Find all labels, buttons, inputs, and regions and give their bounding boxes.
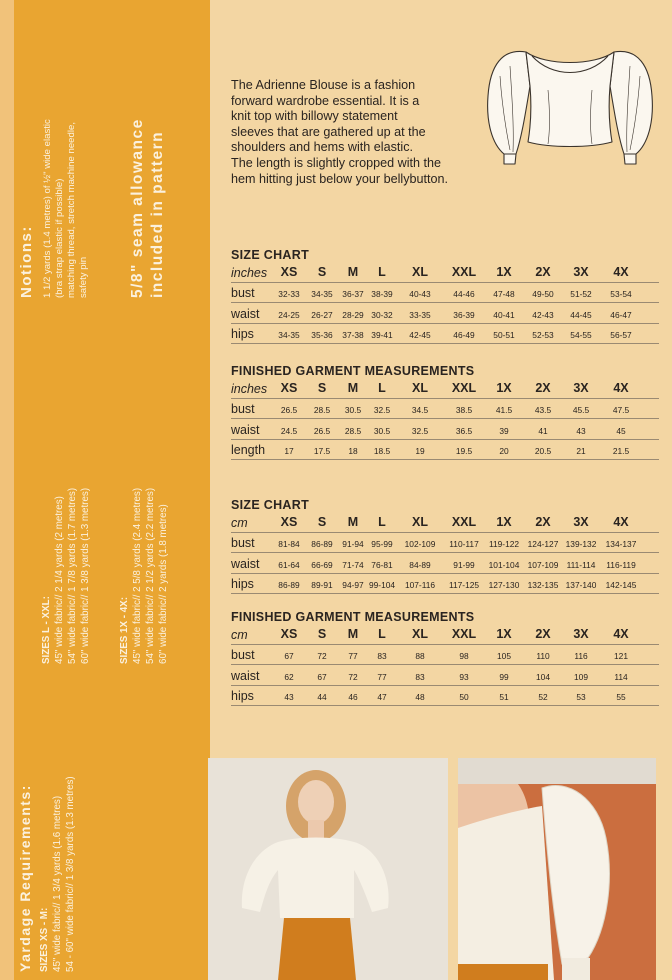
- row-label: waist: [231, 422, 260, 437]
- table-cell: 36-39: [453, 309, 475, 320]
- size-chart-cm: [231, 498, 659, 594]
- table-row: [231, 324, 659, 345]
- yardage-line: 45" wide fabric// 1 3/4 yards (1.6 metres): [52, 795, 63, 972]
- table-cell: 51: [499, 692, 509, 702]
- unit-label: cm: [231, 627, 248, 642]
- size-header: 1X: [496, 626, 512, 641]
- table-cell: 139-132: [565, 539, 597, 549]
- table-cell: 39: [499, 425, 509, 436]
- table-cell: 98: [459, 651, 469, 661]
- table-header-row: [231, 512, 659, 533]
- table-cell: 134-137: [605, 539, 637, 549]
- table-cell: 105: [497, 651, 511, 661]
- notions-section: [16, 119, 90, 298]
- size-header: S: [317, 514, 327, 529]
- table-cell: 44: [317, 692, 327, 702]
- row-label: waist: [231, 668, 260, 683]
- sizes-l-xxl-section: [40, 488, 92, 664]
- table-cell: 102-109: [404, 539, 436, 549]
- table-cell: 119-122: [488, 539, 520, 549]
- table-cell: 36.5: [455, 425, 473, 436]
- row-label: bust: [231, 286, 255, 300]
- table-row: [231, 553, 659, 574]
- unit-label: inches: [231, 381, 268, 396]
- size-header: L: [378, 514, 386, 529]
- size-header: S: [317, 380, 327, 395]
- table-cell: 117-125: [448, 580, 480, 590]
- unit-label: cm: [231, 515, 248, 530]
- table-cell: 30.5: [344, 405, 362, 415]
- size-header: S: [317, 264, 327, 279]
- table-cell: 47: [377, 692, 387, 702]
- size-header: 4X: [613, 626, 629, 641]
- size-header: 2X: [535, 626, 551, 641]
- table-cell: 41.5: [495, 405, 513, 415]
- table-cell: 76-81: [371, 559, 393, 570]
- table-title: SIZE CHART: [231, 248, 309, 262]
- table-cell: 41: [538, 425, 548, 436]
- size-header: XXL: [451, 514, 477, 529]
- size-header: M: [347, 626, 359, 641]
- table-title: FINISHED GARMENT MEASUREMENTS: [231, 610, 475, 624]
- table-cell: 21: [576, 446, 586, 456]
- table-cell: 21.5: [612, 446, 630, 456]
- table-cell: 30-32: [371, 309, 393, 320]
- table-cell: 43: [576, 425, 586, 436]
- table-cell: 99-104: [368, 580, 396, 590]
- yardage-line: 45" wide fabric// 2 1/4 yards (2 metres): [54, 496, 65, 664]
- size-header: 3X: [573, 626, 589, 641]
- table-cell: 101-104: [488, 559, 520, 570]
- size-header: XL: [412, 626, 428, 641]
- size-header: L: [378, 626, 386, 641]
- table-row: [231, 686, 659, 707]
- size-header: XS: [280, 514, 298, 529]
- size-header: XXL: [451, 626, 477, 641]
- yardage-section: [14, 776, 77, 972]
- table-cell: 34.5: [411, 405, 429, 415]
- table-cell: 91-94: [342, 539, 364, 549]
- table-cell: 17: [284, 446, 294, 456]
- table-cell: 51-52: [570, 289, 592, 299]
- description-line: shoulders and hems with elastic.: [231, 140, 414, 155]
- table-cell: 132-135: [527, 580, 559, 590]
- table-cell: 52-53: [532, 330, 554, 340]
- description-line: hem hitting just below your bellybutton.: [231, 171, 449, 186]
- table-cell: 28-29: [342, 309, 364, 320]
- table-cell: 83: [415, 671, 425, 682]
- table-header-row: [231, 378, 659, 399]
- table-cell: 32-33: [278, 289, 300, 299]
- finished-measurements-inches: [231, 364, 659, 460]
- table-header-row: [231, 624, 659, 645]
- table-cell: 77: [348, 651, 358, 661]
- yardage-line: 54" wide fabric// 2 1/2 yards (2.2 metres): [145, 487, 156, 664]
- table-cell: 107-116: [404, 580, 436, 590]
- blouse-illustration: [482, 26, 658, 178]
- table-cell: 86-89: [278, 580, 300, 590]
- row-label: bust: [231, 648, 255, 662]
- table-cell: 66-69: [311, 559, 333, 570]
- table-cell: 124-127: [527, 539, 559, 549]
- size-header: S: [317, 626, 327, 641]
- yardage-line: 60" wide fabric// 2 yards (1.8 metres): [158, 504, 169, 664]
- sizes-1x-4x-section: [118, 488, 170, 664]
- unit-label: inches: [231, 265, 268, 280]
- table-row: [231, 665, 659, 686]
- size-header: 2X: [535, 514, 551, 529]
- table-cell: 137-140: [565, 580, 597, 590]
- table-cell: 116: [574, 651, 588, 661]
- size-header: XS: [280, 380, 298, 395]
- table-cell: 53: [576, 692, 586, 702]
- yardage-line: 45" wide fabric// 2 5/8 yards (2.4 metres): [132, 487, 143, 664]
- table-cell: 26.5: [313, 425, 331, 436]
- size-chart-inches: [231, 248, 659, 344]
- table-cell: 38.5: [455, 405, 473, 415]
- description-line: forward wardrobe essential. It is a: [231, 93, 420, 108]
- table-cell: 67: [284, 651, 294, 661]
- table-cell: 28.5: [313, 405, 331, 415]
- row-label: hips: [231, 327, 254, 341]
- table-cell: 84-89: [409, 559, 431, 570]
- table-cell: 53-54: [610, 289, 632, 299]
- table-cell: 89-91: [311, 580, 333, 590]
- table-cell: 39-41: [371, 330, 393, 340]
- table-cell: 24.5: [280, 425, 298, 436]
- description-line: The length is slightly cropped with the: [231, 155, 442, 170]
- table-cell: 47-48: [493, 289, 515, 299]
- size-header: 4X: [613, 264, 629, 279]
- table-row: [231, 419, 659, 440]
- table-cell: 111-114: [566, 559, 596, 570]
- table-cell: 44-45: [570, 309, 592, 320]
- table-cell: 36-37: [342, 289, 364, 299]
- yardage-line: 54" wide fabric// 1 7/8 yards (1.7 metres): [67, 487, 78, 664]
- sizes-xs-m-title: SIZES XS - M:: [39, 907, 50, 972]
- table-cell: 32.5: [373, 405, 391, 415]
- description-line: The Adrienne Blouse is a fashion: [231, 78, 416, 92]
- table-cell: 38-39: [371, 289, 393, 299]
- table-header-row: [231, 262, 659, 283]
- table-cell: 72: [317, 651, 327, 661]
- size-header: 2X: [535, 264, 551, 279]
- table-cell: 26.5: [280, 405, 298, 415]
- size-header: XL: [412, 380, 428, 395]
- notions-line: 1 1/2 yards (1.4 metres) of ½" wide elastic: [42, 119, 53, 298]
- table-cell: 48: [415, 692, 425, 702]
- size-header: 3X: [573, 514, 589, 529]
- table-cell: 104: [536, 671, 550, 682]
- size-header: XL: [412, 514, 428, 529]
- table-cell: 46-49: [453, 330, 475, 340]
- row-label: waist: [231, 556, 260, 571]
- table-cell: 44-46: [453, 289, 475, 299]
- table-cell: 26-27: [311, 309, 333, 320]
- table-cell: 34-35: [311, 289, 333, 299]
- table-cell: 35-36: [311, 330, 333, 340]
- description-line: sleeves that are gathered up at the: [231, 124, 426, 139]
- model-photo-front: [208, 758, 448, 980]
- table-cell: 49-50: [532, 289, 554, 299]
- table-cell: 116-119: [606, 559, 636, 570]
- table-cell: 109: [574, 671, 588, 682]
- row-label: bust: [231, 402, 255, 416]
- table-cell: 28.5: [344, 425, 362, 436]
- table-cell: 34-35: [278, 330, 300, 340]
- row-label: hips: [231, 689, 254, 703]
- table-cell: 18.5: [373, 446, 391, 456]
- row-label: bust: [231, 536, 255, 550]
- table-cell: 110: [536, 651, 550, 661]
- table-cell: 121: [614, 651, 628, 661]
- table-title: SIZE CHART: [231, 498, 309, 512]
- notions-title: Notions:: [18, 225, 35, 298]
- table-row: [231, 283, 659, 304]
- table-cell: 110-117: [449, 539, 479, 549]
- table-cell: 99: [499, 671, 509, 682]
- table-cell: 30.5: [373, 425, 391, 436]
- size-header: M: [347, 380, 359, 395]
- table-cell: 95-99: [371, 539, 393, 549]
- size-header: XS: [280, 264, 298, 279]
- table-cell: 43.5: [534, 405, 552, 415]
- notions-line: (bra strap elastic if possible): [54, 178, 65, 298]
- table-cell: 52: [538, 692, 548, 702]
- size-header: XXL: [451, 264, 477, 279]
- table-cell: 20: [499, 446, 509, 456]
- size-header: 3X: [573, 380, 589, 395]
- row-label: hips: [231, 577, 254, 591]
- table-cell: 33-35: [409, 309, 431, 320]
- table-cell: 88: [415, 651, 425, 661]
- yardage-line: 54 - 60" wide fabric// 1 3/8 yards (1.3 metres): [65, 776, 76, 972]
- table-cell: 72: [348, 671, 358, 682]
- table-cell: 37-38: [342, 330, 364, 340]
- table-cell: 142-145: [605, 580, 637, 590]
- table-row: [231, 533, 659, 554]
- size-header: XL: [412, 264, 428, 279]
- table-row: [231, 303, 659, 324]
- table-title: FINISHED GARMENT MEASUREMENTS: [231, 364, 475, 378]
- size-header: 4X: [613, 380, 629, 395]
- size-header: 1X: [496, 514, 512, 529]
- table-cell: 46: [348, 692, 358, 702]
- seam-line: included in pattern: [149, 130, 166, 298]
- size-header: L: [378, 264, 386, 279]
- notions-line: safety pin: [78, 256, 89, 298]
- table-cell: 18: [348, 446, 358, 456]
- table-cell: 56-57: [610, 330, 632, 340]
- table-cell: 20.5: [534, 446, 552, 456]
- table-cell: 86-89: [311, 539, 333, 549]
- table-row: [231, 645, 659, 666]
- size-header: M: [347, 514, 359, 529]
- table-cell: 55: [616, 692, 626, 702]
- table-cell: 93: [459, 671, 469, 682]
- table-cell: 47.5: [612, 405, 630, 415]
- notions-line: matching thread, stretch machine needle,: [66, 122, 77, 298]
- table-cell: 81-84: [278, 539, 300, 549]
- size-header: XXL: [451, 380, 477, 395]
- size-header: 1X: [496, 264, 512, 279]
- seam-line: 5/8" seam allowance: [129, 118, 146, 298]
- model-photo-back: [458, 758, 656, 980]
- table-cell: 40-43: [409, 289, 431, 299]
- table-cell: 17.5: [313, 446, 331, 456]
- table-cell: 32.5: [411, 425, 429, 436]
- table-cell: 83: [377, 651, 387, 661]
- table-cell: 77: [377, 671, 387, 682]
- row-label: waist: [231, 306, 260, 321]
- table-row: [231, 440, 659, 461]
- table-cell: 40-41: [493, 309, 515, 320]
- table-cell: 24-25: [278, 309, 300, 320]
- table-cell: 19.5: [455, 446, 473, 456]
- table-cell: 107-109: [527, 559, 559, 570]
- seam-allowance-note: [128, 118, 168, 298]
- sizes-1x-4x-title: SIZES 1X - 4X:: [119, 597, 130, 664]
- table-cell: 50-51: [493, 330, 515, 340]
- table-cell: 71-74: [342, 559, 364, 570]
- size-header: 4X: [613, 514, 629, 529]
- size-header: 2X: [535, 380, 551, 395]
- size-header: 3X: [573, 264, 589, 279]
- table-cell: 54-55: [570, 330, 592, 340]
- table-cell: 50: [459, 692, 469, 702]
- finished-measurements-cm: [231, 610, 659, 706]
- table-cell: 19: [415, 446, 425, 456]
- table-cell: 94-97: [342, 580, 364, 590]
- sidebar-band: [0, 0, 210, 980]
- product-description: [231, 78, 493, 187]
- table-cell: 67: [317, 671, 327, 682]
- table-row: [231, 399, 659, 420]
- description-line: knit top with billowy statement: [231, 109, 398, 124]
- yardage-line: 60" wide fabric// 1 3/8 yards (1.3 metres): [80, 487, 91, 664]
- size-header: L: [378, 380, 386, 395]
- sidebar-edge-strip: [0, 0, 14, 980]
- yardage-title: Yardage Requirements:: [17, 784, 33, 972]
- row-label: length: [231, 443, 266, 457]
- table-cell: 45: [616, 425, 626, 436]
- table-cell: 43: [284, 692, 294, 702]
- table-cell: 45.5: [572, 405, 590, 415]
- table-cell: 42-45: [409, 330, 431, 340]
- table-cell: 91-99: [453, 559, 475, 570]
- size-header: 1X: [496, 380, 512, 395]
- size-header: M: [347, 264, 359, 279]
- size-header: XS: [280, 626, 298, 641]
- table-cell: 46-47: [610, 309, 632, 320]
- table-cell: 62: [284, 671, 294, 682]
- sizes-l-xxl-title: SIZES L - XXL:: [41, 596, 52, 664]
- table-row: [231, 574, 659, 595]
- table-cell: 114: [614, 671, 628, 682]
- table-cell: 61-64: [278, 559, 300, 570]
- table-cell: 127-130: [488, 580, 520, 590]
- table-cell: 42-43: [532, 309, 554, 320]
